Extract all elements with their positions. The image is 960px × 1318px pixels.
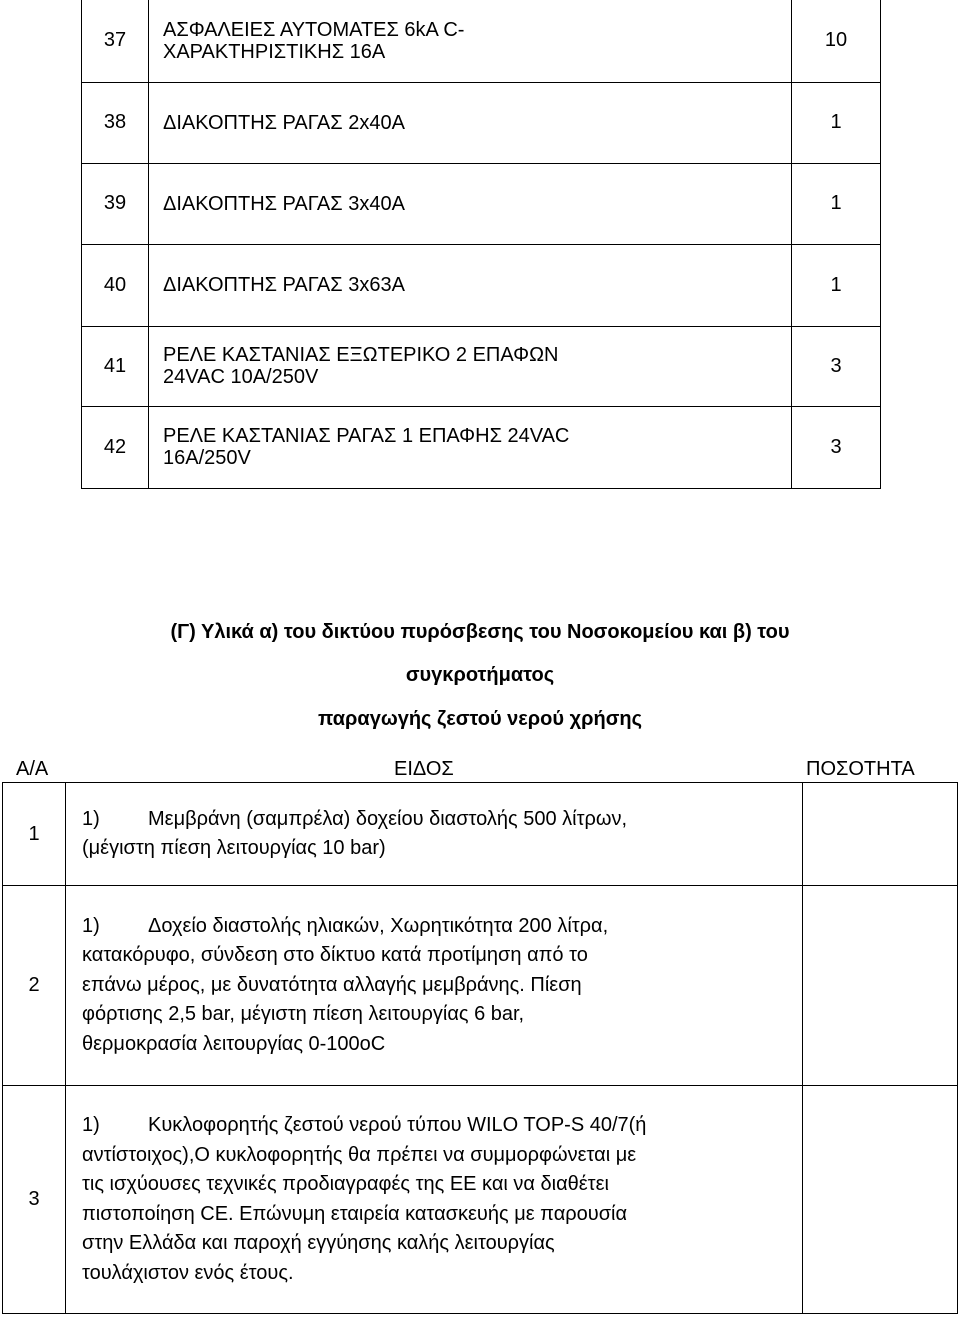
table-row xyxy=(3,1086,958,1314)
item-description: 1) Κυκλοφορητής ζεστού νερού τύπου WILO TOP-S 40/7(ή αντίστοιχος),Ο κυκλοφορητής θα πρέπει να συμμορφώνεται με τις ισχύουσες τεχνικές προδιαγραφές της ΕΕ και να διαθέτει πιστοποίηση CE. Επώνυμη εταιρεία κατασκευής με παρουσία στην Ελλάδα και παροχή εγγύησης καλής λειτουργίας τουλάχιστον ενός έτους. xyxy=(66,1086,803,1314)
item-quantity xyxy=(803,886,958,1086)
row-number: 1 xyxy=(3,783,66,886)
row-number: 42 xyxy=(82,406,149,488)
item-quantity: 1 xyxy=(792,163,881,244)
materials-table-top xyxy=(81,0,881,489)
row-number: 38 xyxy=(82,82,149,163)
table-row xyxy=(3,886,958,1086)
column-header-aa: Α/Α xyxy=(16,758,49,780)
section-heading-line: (Γ) Υλικά α) του δικτύου πυρόσβεσης του Νοσοκομείου και β) του xyxy=(170,621,790,643)
column-header-quantity: ΠΟΣΟΤΗΤΑ xyxy=(806,758,915,780)
item-quantity: 3 xyxy=(792,326,881,406)
column-header-item: ΕΙΔΟΣ xyxy=(394,758,454,780)
item-quantity xyxy=(803,1086,958,1314)
table-row xyxy=(82,163,881,244)
table-row xyxy=(82,406,881,488)
item-quantity xyxy=(803,783,958,886)
row-number: 3 xyxy=(3,1086,66,1314)
materials-table-bottom xyxy=(2,782,958,1314)
item-quantity: 1 xyxy=(792,82,881,163)
item-description: 1) Δοχείο διαστολής ηλιακών, Χωρητικότητα 200 λίτρα, κατακόρυφο, σύνδεση στο δίκτυο κατά προτίμηση από το επάνω μέρος, με δυνατότητα αλλαγής μεμβράνης. Πίεση φόρτισης 2,5 bar, μέγιστη πίεση λειτουργίας 6 bar, θερμοκρασία λειτουργίας 0-100oC xyxy=(66,886,803,1086)
table-row xyxy=(82,82,881,163)
item-description: ΡΕΛΕ ΚΑΣΤΑΝΙΑΣ ΡΑΓΑΣ 1 ΕΠΑΦΗΣ 24VAC 16A/250V xyxy=(149,406,792,488)
table-row xyxy=(3,783,958,886)
section-heading-line: συγκροτήματος xyxy=(405,664,555,686)
table-row xyxy=(82,244,881,326)
table-row xyxy=(82,326,881,406)
section-heading-line: παραγωγής ζεστού νερού χρήσης xyxy=(317,708,642,730)
table-row xyxy=(82,0,881,82)
item-quantity: 10 xyxy=(792,0,881,82)
row-number: 39 xyxy=(82,163,149,244)
item-quantity: 3 xyxy=(792,406,881,488)
item-description: ΔΙΑΚΟΠΤΗΣ ΡΑΓΑΣ 2x40A xyxy=(149,82,792,163)
item-description: ΔΙΑΚΟΠΤΗΣ ΡΑΓΑΣ 3x63A xyxy=(149,244,792,326)
row-number: 37 xyxy=(82,0,149,82)
item-description: ΡΕΛΕ ΚΑΣΤΑΝΙΑΣ ΕΞΩΤΕΡΙΚΟ 2 ΕΠΑΦΩΝ 24VAC 10A/250V xyxy=(149,326,792,406)
item-description: ΔΙΑΚΟΠΤΗΣ ΡΑΓΑΣ 3x40A xyxy=(149,163,792,244)
item-quantity: 1 xyxy=(792,244,881,326)
item-description: 1) Μεμβράνη (σαμπρέλα) δοχείου διαστολής 500 λίτρων, (μέγιστη πίεση λειτουργίας 10 bar) xyxy=(66,783,803,886)
row-number: 40 xyxy=(82,244,149,326)
row-number: 41 xyxy=(82,326,149,406)
row-number: 2 xyxy=(3,886,66,1086)
item-description: ΑΣΦΑΛΕΙΕΣ ΑΥΤΟΜΑΤΕΣ 6kA C- ΧΑΡΑΚΤΗΡΙΣΤΙΚΗΣ 16A xyxy=(149,0,792,82)
